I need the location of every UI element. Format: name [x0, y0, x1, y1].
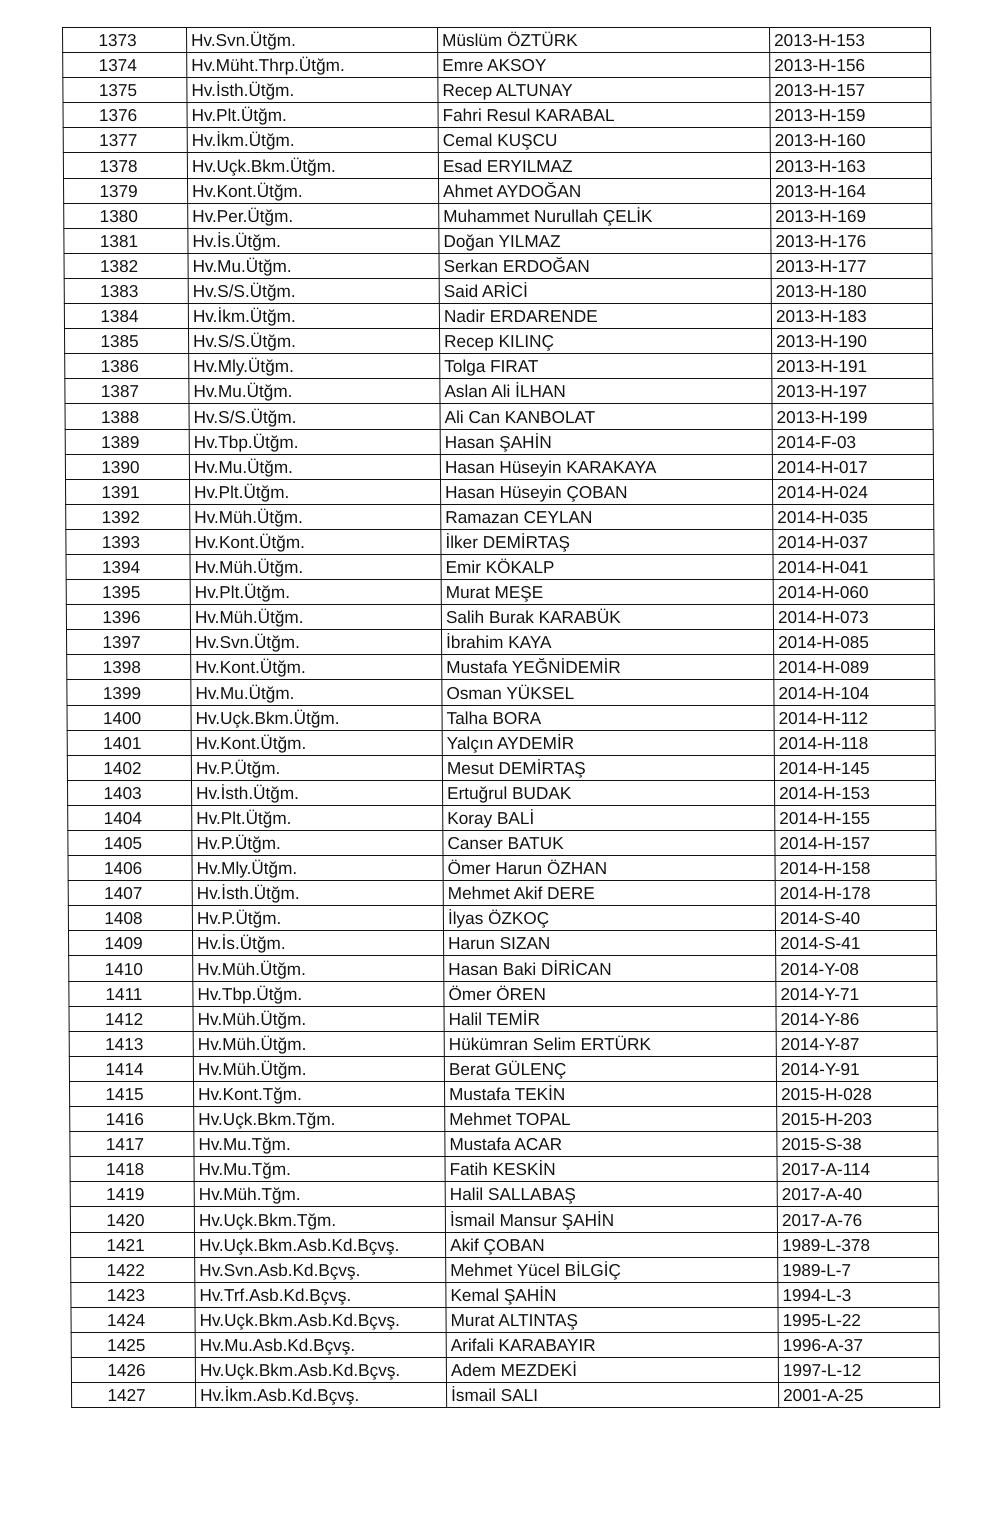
code-cell: 2015-H-028 [776, 1081, 937, 1106]
rank-cell: Hv.Tbp.Ütğm. [193, 981, 444, 1006]
rank-cell: Hv.Müh.Ütğm. [193, 1056, 444, 1081]
code-cell: 2014-Y-87 [776, 1031, 937, 1056]
rank-cell: Hv.Müh.Tğm. [194, 1182, 445, 1207]
code-cell: 2014-H-153 [774, 780, 935, 805]
rank-cell: Hv.Müh.Ütğm. [190, 605, 441, 630]
table-row [71, 1383, 939, 1408]
table-row [69, 1056, 937, 1081]
name-cell: Ali Can KANBOLAT [440, 404, 772, 429]
name-cell: Harun SIZAN [443, 931, 775, 956]
code-cell: 2013-H-163 [770, 153, 931, 178]
table-row [70, 1182, 938, 1207]
table-row [65, 454, 933, 479]
row-number-cell: 1373 [63, 28, 187, 53]
name-cell: Fahri Resul KARABAL [438, 103, 770, 128]
rank-cell: Hv.Müh.Ütğm. [193, 1006, 444, 1031]
rank-cell: Hv.Trf.Asb.Kd.Bçvş. [195, 1282, 446, 1307]
code-cell: 1996-A-37 [778, 1332, 939, 1357]
code-cell: 2014-S-40 [775, 906, 936, 931]
row-number-cell: 1376 [63, 103, 187, 128]
table-row [65, 354, 933, 379]
table-row [69, 1081, 937, 1106]
table-row [68, 931, 936, 956]
rank-cell: Hv.Mu.Tğm. [194, 1132, 445, 1157]
name-cell: Mustafa ACAR [445, 1132, 777, 1157]
table-row [66, 605, 934, 630]
name-cell: Emre AKSOY [438, 53, 770, 78]
rank-cell: Hv.S/S.Ütğm. [189, 404, 440, 429]
table-row [65, 429, 933, 454]
name-cell: Canser BATUK [443, 831, 775, 856]
code-cell: 2014-H-037 [773, 529, 934, 554]
rank-cell: Hv.Mly.Ütğm. [192, 856, 443, 881]
rank-cell: Hv.Mu.Ütğm. [189, 379, 440, 404]
code-cell: 2014-H-145 [774, 755, 935, 780]
row-number-cell: 1386 [65, 354, 189, 379]
code-cell: 1989-L-7 [778, 1257, 939, 1282]
row-number-cell: 1380 [64, 203, 188, 228]
table-row [63, 153, 931, 178]
rank-cell: Hv.Plt.Ütğm. [189, 479, 440, 504]
code-cell: 2013-H-153 [770, 28, 931, 53]
table-row [64, 304, 932, 329]
code-cell: 2013-H-156 [770, 53, 931, 78]
table-row [70, 1132, 938, 1157]
row-number-cell: 1395 [66, 580, 190, 605]
rank-cell: Hv.Per.Ütğm. [188, 203, 439, 228]
row-number-cell: 1404 [68, 805, 192, 830]
name-cell: Murat ALTINTAŞ [446, 1307, 778, 1332]
table-row [70, 1157, 938, 1182]
table-row [64, 203, 932, 228]
row-number-cell: 1420 [70, 1207, 194, 1232]
code-cell: 2013-H-177 [771, 253, 932, 278]
table-row [68, 906, 936, 931]
name-cell: Mehmet Akif DERE [443, 881, 775, 906]
name-cell: Ertuğrul BUDAK [442, 780, 774, 805]
row-number-cell: 1397 [66, 630, 190, 655]
rank-cell: Hv.P.Ütğm. [192, 831, 443, 856]
table-row [65, 379, 933, 404]
code-cell: 2014-H-085 [773, 630, 934, 655]
table-row [65, 479, 933, 504]
personnel-table [62, 27, 940, 1408]
rank-cell: Hv.Kont.Ütğm. [191, 655, 442, 680]
rank-cell: Hv.Müh.Ütğm. [193, 956, 444, 981]
row-number-cell: 1389 [65, 429, 189, 454]
row-number-cell: 1391 [65, 479, 189, 504]
rank-cell: Hv.Kont.Tğm. [193, 1081, 444, 1106]
rank-cell: Hv.Svn.Ütğm. [190, 630, 441, 655]
rank-cell: Hv.Uçk.Bkm.Asb.Kd.Bçvş. [195, 1307, 446, 1332]
name-cell: Mehmet TOPAL [445, 1107, 777, 1132]
table-row [65, 404, 933, 429]
name-cell: Mustafa YEĞNİDEMİR [442, 655, 774, 680]
code-cell: 2013-H-180 [771, 278, 932, 303]
table-row [71, 1357, 939, 1382]
rank-cell: Hv.Müht.Thrp.Ütğm. [187, 53, 438, 78]
code-cell: 2014-H-024 [772, 479, 933, 504]
row-number-cell: 1390 [65, 454, 189, 479]
table-row [67, 680, 935, 705]
name-cell: İlyas ÖZKOÇ [443, 906, 775, 931]
code-cell: 2013-H-160 [770, 128, 931, 153]
code-cell: 2017-A-40 [777, 1182, 938, 1207]
code-cell: 2017-A-114 [777, 1157, 938, 1182]
name-cell: İlker DEMİRTAŞ [441, 529, 773, 554]
name-cell: İbrahim KAYA [441, 630, 773, 655]
name-cell: İsmail Mansur ŞAHİN [445, 1207, 777, 1232]
name-cell: Halil TEMİR [444, 1006, 776, 1031]
name-cell: Said ARİCİ [439, 278, 771, 303]
rank-cell: Hv.Uçk.Bkm.Asb.Kd.Bçvş. [194, 1232, 445, 1257]
name-cell: Ömer ÖREN [444, 981, 776, 1006]
name-cell: Berat GÜLENÇ [444, 1056, 776, 1081]
table-row [67, 755, 935, 780]
table-row [70, 1232, 938, 1257]
row-number-cell: 1423 [71, 1282, 195, 1307]
name-cell: Hasan ŞAHİN [440, 429, 772, 454]
rank-cell: Hv.Mu.Ütğm. [189, 454, 440, 479]
rank-cell: Hv.Uçk.Bkm.Asb.Kd.Bçvş. [195, 1357, 446, 1382]
name-cell: Ramazan CEYLAN [441, 504, 773, 529]
code-cell: 2014-H-035 [773, 504, 934, 529]
name-cell: Mesut DEMİRTAŞ [442, 755, 774, 780]
table-row [63, 78, 931, 103]
rank-cell: Hv.Uçk.Bkm.Tğm. [194, 1207, 445, 1232]
table-row [66, 630, 934, 655]
name-cell: Kemal ŞAHİN [446, 1282, 778, 1307]
name-cell: Arifali KARABAYIR [446, 1332, 778, 1357]
code-cell: 2001-A-25 [778, 1383, 939, 1408]
rank-cell: Hv.Svn.Ütğm. [187, 28, 438, 53]
rank-cell: Hv.Müh.Ütğm. [193, 1031, 444, 1056]
name-cell: Hükümran Selim ERTÜRK [444, 1031, 776, 1056]
row-number-cell: 1410 [69, 956, 193, 981]
row-number-cell: 1387 [65, 379, 189, 404]
code-cell: 2014-H-073 [773, 605, 934, 630]
row-number-cell: 1399 [67, 680, 191, 705]
row-number-cell: 1396 [66, 605, 190, 630]
rank-cell: Hv.Kont.Ütğm. [190, 529, 441, 554]
row-number-cell: 1381 [64, 228, 188, 253]
table-row [68, 856, 936, 881]
name-cell: Murat MEŞE [441, 580, 773, 605]
rank-cell: Hv.Müh.Ütğm. [190, 554, 441, 579]
code-cell: 2017-A-76 [777, 1207, 938, 1232]
rank-cell: Hv.İkm.Ütğm. [188, 304, 439, 329]
name-cell: Hasan Hüseyin KARAKAYA [440, 454, 772, 479]
code-cell: 2014-Y-71 [776, 981, 937, 1006]
name-cell: Aslan Ali İLHAN [440, 379, 772, 404]
code-cell: 2014-H-112 [774, 705, 935, 730]
row-number-cell: 1405 [68, 831, 192, 856]
rank-cell: Hv.Tbp.Ütğm. [189, 429, 440, 454]
rank-cell: Hv.Uçk.Bkm.Ütğm. [187, 153, 438, 178]
code-cell: 2013-H-197 [772, 379, 933, 404]
name-cell: Recep ALTUNAY [438, 78, 770, 103]
table-row [69, 956, 937, 981]
name-cell: Ahmet AYDOĞAN [439, 178, 771, 203]
row-number-cell: 1392 [66, 504, 190, 529]
rank-cell: Hv.Mu.Ütğm. [188, 253, 439, 278]
rank-cell: Hv.S/S.Ütğm. [188, 278, 439, 303]
row-number-cell: 1385 [65, 329, 189, 354]
row-number-cell: 1419 [70, 1182, 194, 1207]
row-number-cell: 1415 [69, 1081, 193, 1106]
row-number-cell: 1388 [65, 404, 189, 429]
code-cell: 2013-H-190 [772, 329, 933, 354]
table-row [63, 28, 931, 53]
rank-cell: Hv.Müh.Ütğm. [190, 504, 441, 529]
table-row [70, 1107, 938, 1132]
table-row [68, 831, 936, 856]
code-cell: 2014-H-155 [775, 805, 936, 830]
table-row [71, 1257, 939, 1282]
name-cell: İsmail SALI [446, 1383, 778, 1408]
name-cell: Cemal KUŞCU [438, 128, 770, 153]
row-number-cell: 1414 [69, 1056, 193, 1081]
name-cell: Salih Burak KARABÜK [441, 605, 773, 630]
row-number-cell: 1427 [71, 1383, 195, 1408]
code-cell: 2014-H-041 [773, 554, 934, 579]
row-number-cell: 1375 [63, 78, 187, 103]
table-row [67, 655, 935, 680]
row-number-cell: 1417 [70, 1132, 194, 1157]
table-row [64, 178, 932, 203]
table-row [69, 1031, 937, 1056]
row-number-cell: 1403 [67, 780, 191, 805]
row-number-cell: 1424 [71, 1307, 195, 1332]
code-cell: 2014-H-060 [773, 580, 934, 605]
table-row [71, 1282, 939, 1307]
name-cell: Hasan Baki DİRİCAN [444, 956, 776, 981]
rank-cell: Hv.İsth.Ütğm. [187, 78, 438, 103]
code-cell: 2014-F-03 [772, 429, 933, 454]
name-cell: Nadir ERDARENDE [439, 304, 771, 329]
table-row [68, 881, 936, 906]
code-cell: 1989-L-378 [777, 1232, 938, 1257]
row-number-cell: 1407 [68, 881, 192, 906]
rank-cell: Hv.Kont.Ütğm. [191, 730, 442, 755]
table-row [63, 53, 931, 78]
row-number-cell: 1409 [68, 931, 192, 956]
table-row [71, 1307, 939, 1332]
rank-cell: Hv.Mu.Tğm. [194, 1157, 445, 1182]
row-number-cell: 1426 [71, 1357, 195, 1382]
table-row [70, 1207, 938, 1232]
name-cell: Recep KILINÇ [440, 329, 772, 354]
table-row [66, 580, 934, 605]
code-cell: 2013-H-199 [772, 404, 933, 429]
row-number-cell: 1418 [70, 1157, 194, 1182]
table-row [69, 1006, 937, 1031]
table-row [65, 329, 933, 354]
code-cell: 2015-S-38 [777, 1132, 938, 1157]
code-cell: 2013-H-157 [770, 78, 931, 103]
table-row [66, 504, 934, 529]
code-cell: 2013-H-164 [771, 178, 932, 203]
row-number-cell: 1383 [64, 278, 188, 303]
code-cell: 2014-Y-08 [776, 956, 937, 981]
table-row [71, 1332, 939, 1357]
rank-cell: Hv.S/S.Ütğm. [189, 329, 440, 354]
table-row [67, 780, 935, 805]
code-cell: 1997-L-12 [778, 1357, 939, 1382]
rank-cell: Hv.İkm.Ütğm. [187, 128, 438, 153]
table-row [69, 981, 937, 1006]
rank-cell: Hv.Mu.Ütğm. [191, 680, 442, 705]
code-cell: 2014-H-157 [775, 831, 936, 856]
rank-cell: Hv.Uçk.Bkm.Tğm. [194, 1107, 445, 1132]
rank-cell: Hv.İsth.Ütğm. [191, 780, 442, 805]
rank-cell: Hv.İs.Ütğm. [192, 931, 443, 956]
rank-cell: Hv.Plt.Ütğm. [192, 805, 443, 830]
name-cell: Adem MEZDEKİ [446, 1357, 778, 1382]
row-number-cell: 1393 [66, 529, 190, 554]
code-cell: 1994-L-3 [778, 1282, 939, 1307]
row-number-cell: 1378 [63, 153, 187, 178]
row-number-cell: 1374 [63, 53, 187, 78]
name-cell: Yalçın AYDEMİR [442, 730, 774, 755]
row-number-cell: 1398 [67, 655, 191, 680]
code-cell: 2015-H-203 [777, 1107, 938, 1132]
rank-cell: Hv.Svn.Asb.Kd.Bçvş. [195, 1257, 446, 1282]
code-cell: 2014-H-104 [774, 680, 935, 705]
row-number-cell: 1394 [66, 554, 190, 579]
code-cell: 2014-H-158 [775, 856, 936, 881]
row-number-cell: 1413 [69, 1031, 193, 1056]
name-cell: Fatih KESKİN [445, 1157, 777, 1182]
table-row [66, 529, 934, 554]
code-cell: 2014-Y-86 [776, 1006, 937, 1031]
code-cell: 2013-H-191 [772, 354, 933, 379]
name-cell: Osman YÜKSEL [442, 680, 774, 705]
rank-cell: Hv.İs.Ütğm. [188, 228, 439, 253]
row-number-cell: 1400 [67, 705, 191, 730]
name-cell: Serkan ERDOĞAN [439, 253, 771, 278]
name-cell: Mustafa TEKİN [444, 1081, 776, 1106]
table-row [68, 805, 936, 830]
name-cell: Tolga FIRAT [440, 354, 772, 379]
row-number-cell: 1412 [69, 1006, 193, 1031]
name-cell: Emir KÖKALP [441, 554, 773, 579]
code-cell: 2014-H-118 [774, 730, 935, 755]
name-cell: Koray BALİ [443, 805, 775, 830]
rank-cell: Hv.Plt.Ütğm. [187, 103, 438, 128]
table-row [64, 228, 932, 253]
row-number-cell: 1425 [71, 1332, 195, 1357]
rank-cell: Hv.Mly.Ütğm. [189, 354, 440, 379]
row-number-cell: 1384 [64, 304, 188, 329]
document-page [62, 27, 939, 1408]
row-number-cell: 1411 [69, 981, 193, 1006]
table-row [64, 253, 932, 278]
rank-cell: Hv.Uçk.Bkm.Ütğm. [191, 705, 442, 730]
code-cell: 2014-H-178 [775, 881, 936, 906]
row-number-cell: 1416 [70, 1107, 194, 1132]
name-cell: Muhammet Nurullah ÇELİK [439, 203, 771, 228]
row-number-cell: 1421 [70, 1232, 194, 1257]
table-row [64, 278, 932, 303]
code-cell: 2013-H-159 [770, 103, 931, 128]
personnel-table-body [63, 28, 940, 1408]
rank-cell: Hv.İsth.Ütğm. [192, 881, 443, 906]
code-cell: 2013-H-169 [771, 203, 932, 228]
code-cell: 2014-Y-91 [776, 1056, 937, 1081]
table-row [66, 554, 934, 579]
rank-cell: Hv.Mu.Asb.Kd.Bçvş. [195, 1332, 446, 1357]
name-cell: Mehmet Yücel BİLGİÇ [446, 1257, 778, 1282]
row-number-cell: 1377 [63, 128, 187, 153]
row-number-cell: 1379 [64, 178, 188, 203]
code-cell: 2014-S-41 [775, 931, 936, 956]
table-row [67, 730, 935, 755]
row-number-cell: 1401 [67, 730, 191, 755]
name-cell: Akif ÇOBAN [445, 1232, 777, 1257]
code-cell: 2013-H-183 [771, 304, 932, 329]
table-row [63, 128, 931, 153]
code-cell: 1995-L-22 [778, 1307, 939, 1332]
table-row [67, 705, 935, 730]
rank-cell: Hv.Plt.Ütğm. [190, 580, 441, 605]
name-cell: Müslüm ÖZTÜRK [438, 28, 770, 53]
table-row [63, 103, 931, 128]
row-number-cell: 1406 [68, 856, 192, 881]
row-number-cell: 1402 [67, 755, 191, 780]
rank-cell: Hv.P.Ütğm. [191, 755, 442, 780]
name-cell: Halil SALLABAŞ [445, 1182, 777, 1207]
name-cell: Ömer Harun ÖZHAN [443, 856, 775, 881]
name-cell: Hasan Hüseyin ÇOBAN [440, 479, 772, 504]
row-number-cell: 1382 [64, 253, 188, 278]
row-number-cell: 1422 [71, 1257, 195, 1282]
name-cell: Talha BORA [442, 705, 774, 730]
row-number-cell: 1408 [68, 906, 192, 931]
name-cell: Esad ERYILMAZ [438, 153, 770, 178]
rank-cell: Hv.P.Ütğm. [192, 906, 443, 931]
rank-cell: Hv.Kont.Ütğm. [188, 178, 439, 203]
code-cell: 2014-H-017 [772, 454, 933, 479]
name-cell: Doğan YILMAZ [439, 228, 771, 253]
code-cell: 2013-H-176 [771, 228, 932, 253]
code-cell: 2014-H-089 [774, 655, 935, 680]
rank-cell: Hv.İkm.Asb.Kd.Bçvş. [195, 1383, 446, 1408]
